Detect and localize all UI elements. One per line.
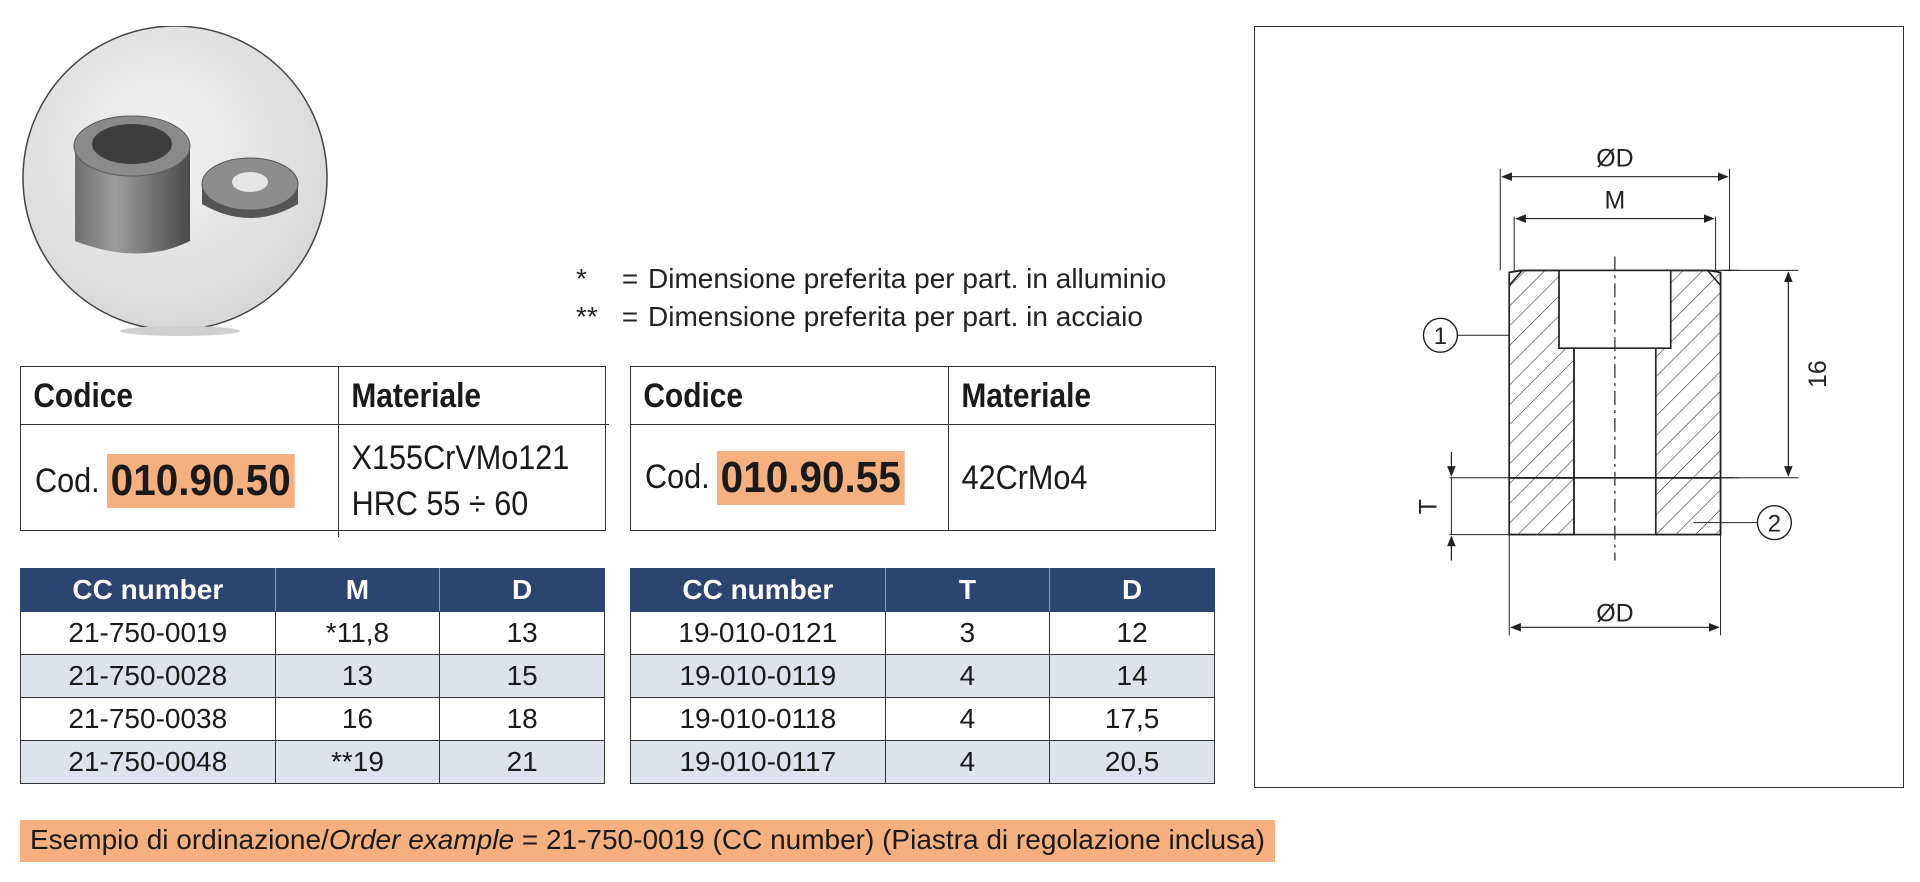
table-row [631, 698, 1215, 741]
table-cell: 21-750-0048 [21, 741, 276, 784]
table-cell: 18 [440, 698, 605, 741]
code-box-nut [20, 366, 606, 531]
table-header-row [631, 569, 1215, 612]
table-cell: 4 [885, 698, 1050, 741]
code-header: Codice [33, 377, 134, 415]
table-cell: 3 [885, 612, 1050, 655]
callout-1: 1 [1433, 323, 1448, 351]
note-mark: ** [576, 301, 598, 332]
table-row [21, 698, 605, 741]
note-text: Dimensione preferita per part. in acciaio [648, 301, 1143, 332]
table-cell: 21-750-0038 [21, 698, 276, 741]
table-cell: 4 [885, 741, 1050, 784]
table-cell: 21-750-0028 [21, 655, 276, 698]
code-header: Codice [643, 377, 744, 415]
product-photo [20, 26, 330, 336]
table-cell: *11,8 [275, 612, 440, 655]
column-header: M [275, 569, 440, 612]
note-equals: = [621, 263, 639, 294]
note-equals: = [621, 301, 639, 332]
table-cell: 19-010-0121 [631, 612, 886, 655]
table-cell: 21-750-0019 [21, 612, 276, 655]
material-cell [339, 425, 582, 537]
code-number: 010.90.55 [717, 451, 904, 505]
code-cell [631, 425, 949, 530]
table-header-row [21, 569, 605, 612]
column-header: CC number [21, 569, 276, 612]
note-steel [576, 298, 1166, 336]
table-cell: 16 [275, 698, 440, 741]
order-italic: Order example [328, 824, 515, 855]
material-name: X155CrVMo121 [351, 439, 570, 477]
table-cell: 13 [275, 655, 440, 698]
column-header: D [440, 569, 605, 612]
table-cell: 19-010-0118 [631, 698, 886, 741]
dim-height-label: 16 [1804, 360, 1833, 388]
dim-top-outer-label: ØD [1596, 144, 1634, 173]
table-row [21, 655, 605, 698]
table-row [21, 612, 605, 655]
code-prefix: Cod. [645, 458, 710, 496]
order-prefix: Esempio di ordinazione/ [30, 824, 329, 855]
table-cell: 15 [440, 655, 605, 698]
code-box-plate [630, 366, 1216, 531]
material-cell [949, 425, 1188, 530]
table-cell: 20,5 [1050, 741, 1215, 784]
dim-thread-label: M [1604, 186, 1626, 215]
table-row [631, 612, 1215, 655]
material-header: Materiale [351, 377, 482, 415]
order-example [20, 820, 1275, 862]
technical-drawing [1254, 26, 1904, 788]
table-cell: 13 [440, 612, 605, 655]
code-number: 010.90.50 [107, 454, 294, 508]
callout-2: 2 [1767, 510, 1782, 538]
table-row [631, 655, 1215, 698]
column-header: CC number [631, 569, 886, 612]
plate-size-table [630, 568, 1215, 784]
table-cell: **19 [275, 741, 440, 784]
table-cell: 19-010-0117 [631, 741, 886, 784]
dim-thickness-label: T [1414, 499, 1443, 515]
note-mark: * [576, 263, 587, 294]
nut-size-table [20, 568, 605, 784]
table-cell: 4 [885, 655, 1050, 698]
table-cell: 21 [440, 741, 605, 784]
table-cell: 19-010-0119 [631, 655, 886, 698]
dim-bottom-label: ØD [1596, 599, 1634, 628]
column-header: T [885, 569, 1050, 612]
column-header: D [1050, 569, 1215, 612]
notes [576, 260, 1166, 336]
table-cell: 12 [1050, 612, 1215, 655]
table-cell: 17,5 [1050, 698, 1215, 741]
material-hardness: HRC 55 ÷ 60 [351, 485, 529, 523]
note-text: Dimensione preferita per part. in alluminio [648, 263, 1167, 294]
code-cell [21, 425, 339, 537]
table-row [631, 741, 1215, 784]
table-cell: 14 [1050, 655, 1215, 698]
code-prefix: Cod. [35, 461, 100, 500]
material-header: Materiale [961, 377, 1092, 415]
table-row [21, 741, 605, 784]
order-suffix: = 21-750-0019 (CC number) (Piastra di regolazione inclusa) [514, 824, 1265, 855]
note-aluminium [576, 260, 1166, 298]
material-name: 42CrMo4 [961, 458, 1088, 497]
